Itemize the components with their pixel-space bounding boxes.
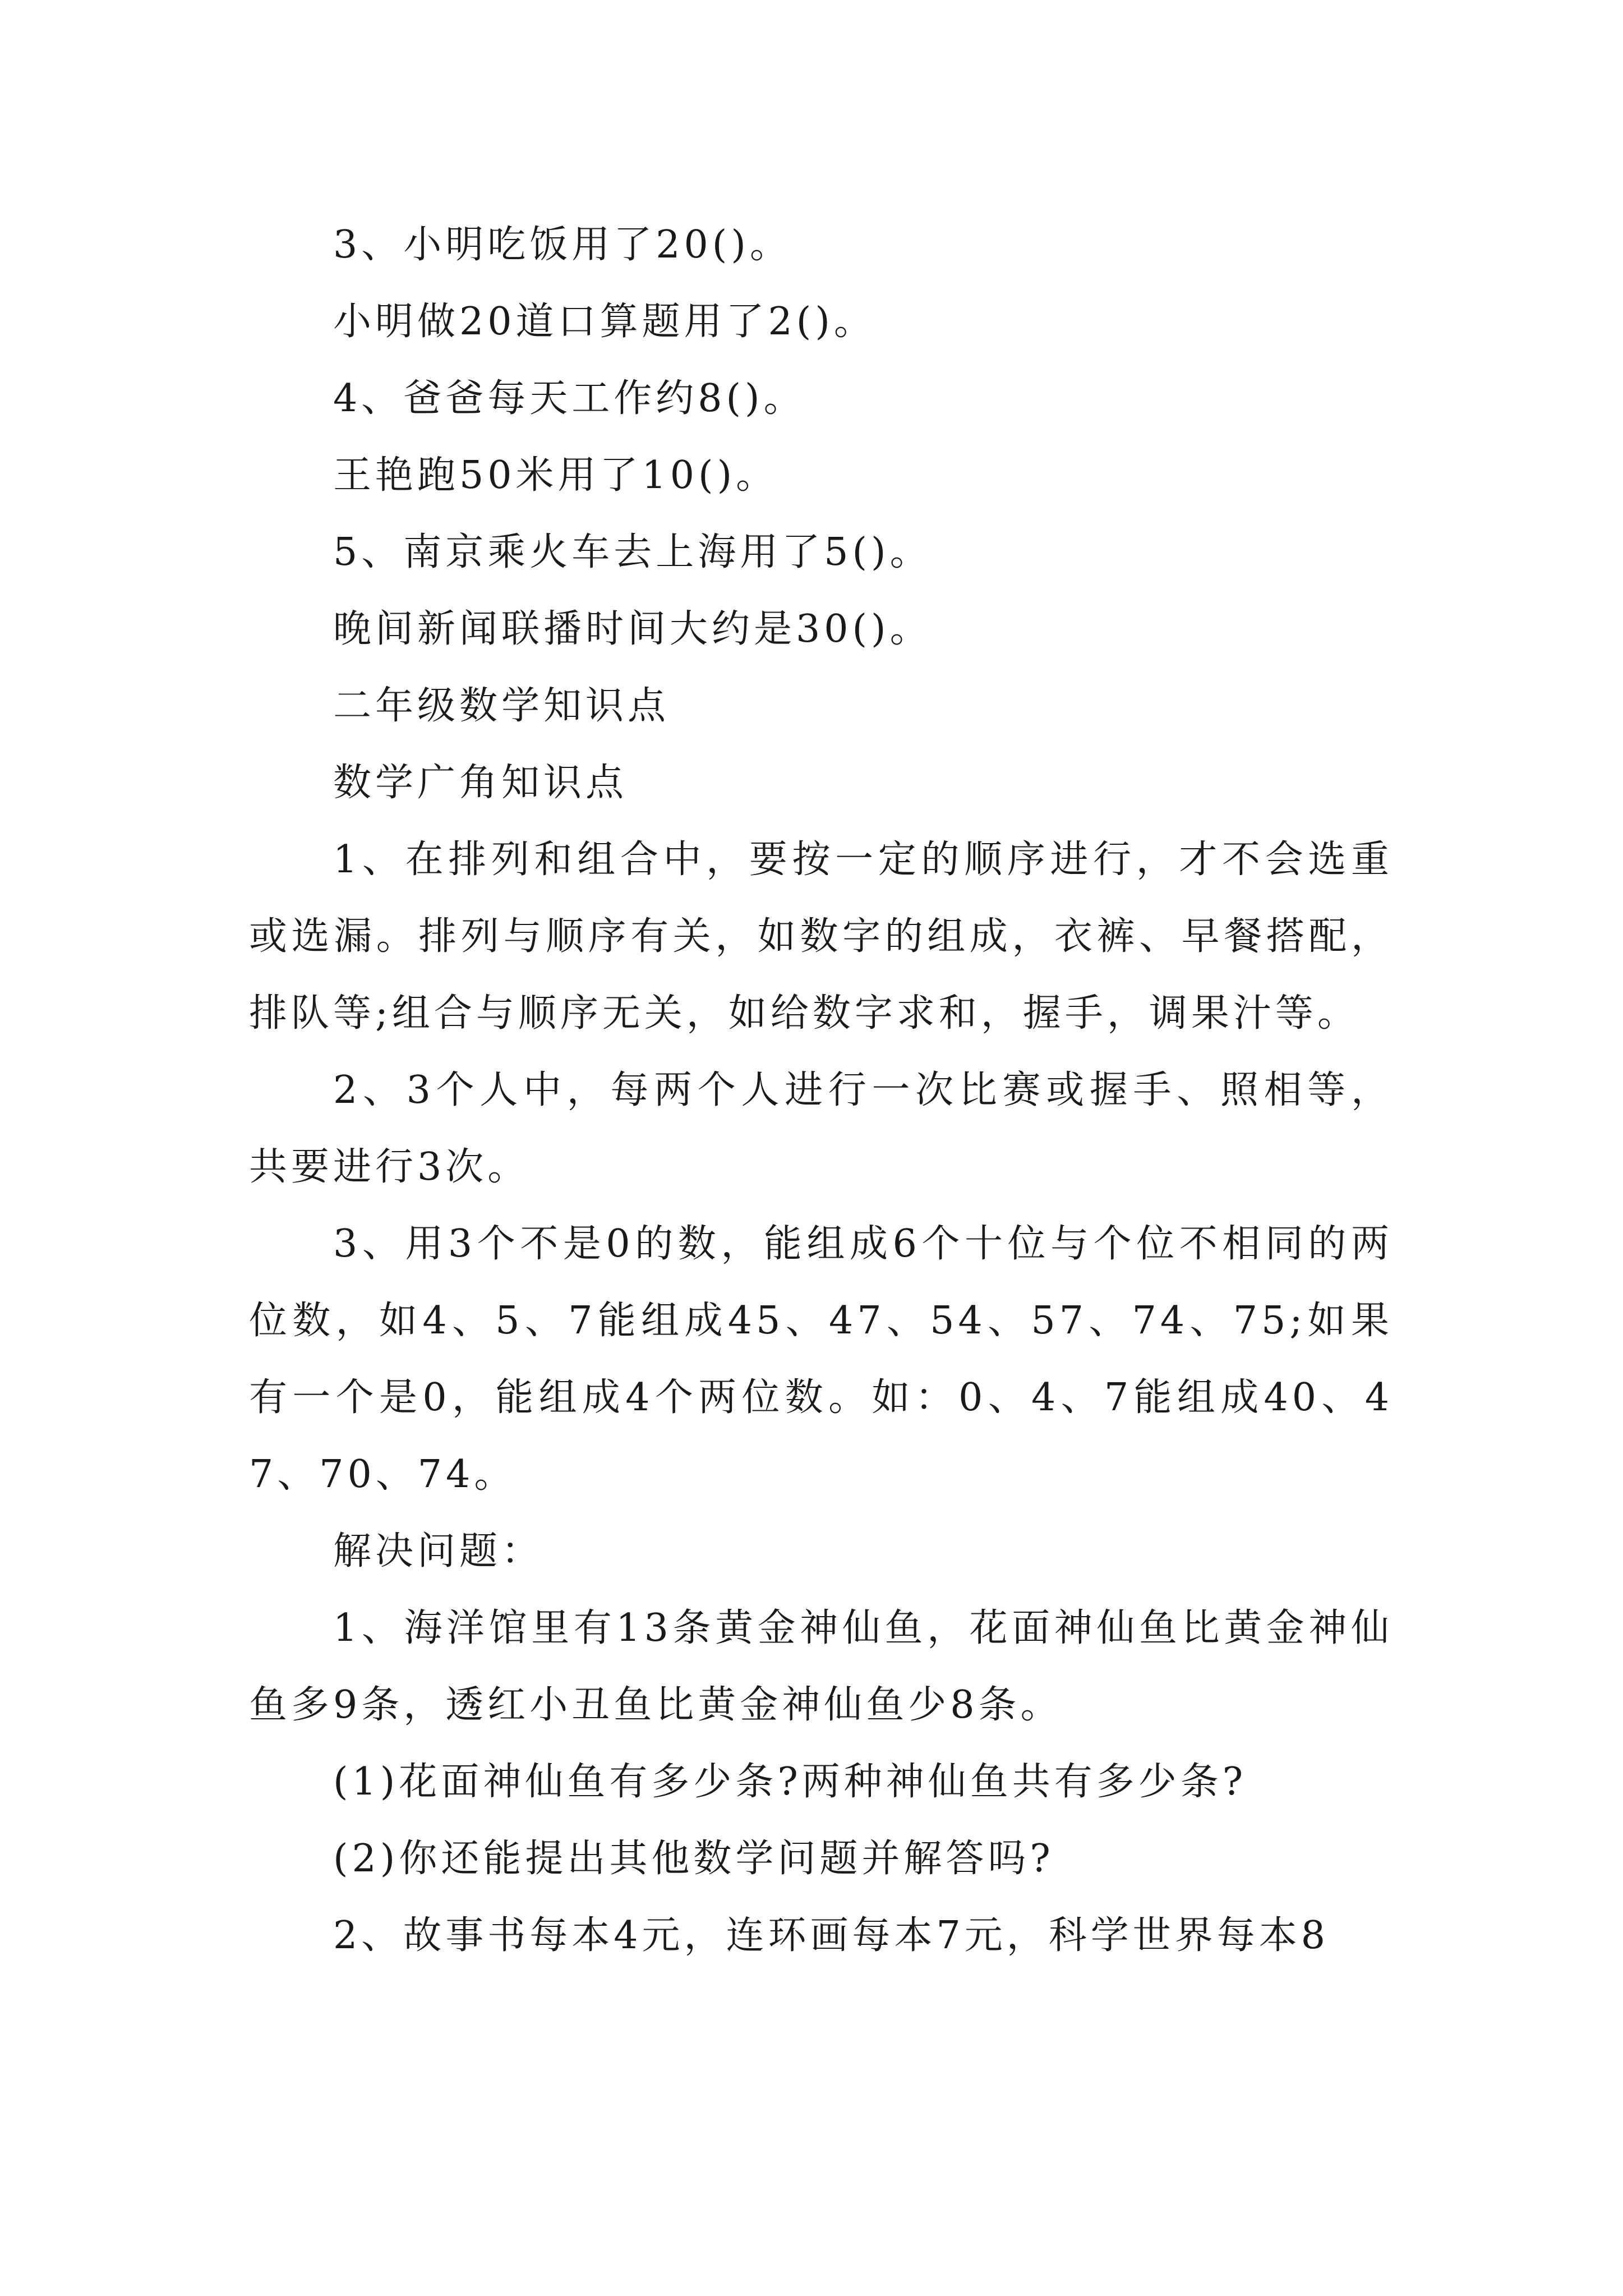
solve-heading: 解决问题： — [333, 1529, 544, 1573]
paragraph-handshake: 2、3个人中，每两个人进行一次比赛或握手、照相等，共要进行3次。 — [249, 1068, 1393, 1189]
text-line: 王艳跑50米用了10()。 — [333, 453, 778, 498]
document-body — [249, 206, 1393, 1974]
paragraph-permutation: 1、在排列和组合中，要按一定的顺序进行，才不会选重或选漏。排列与顺序有关，如数字的组成，衣裤、早餐搭配，排队等;组合与顺序无关，如给数字求和，握手，调果汁等。 — [249, 838, 1393, 1036]
question-line: (1)花面神仙鱼有多少条?两种神仙鱼共有多少条? — [333, 1760, 1247, 1804]
text-line: 3、小明吃饭用了20()。 — [333, 223, 792, 267]
paragraph-two-digit: 3、用3个不是0的数，能组成6个十位与个位不相同的两位数，如4、5、7能组成45、47、54、57、74、75;如果有一个是0，能组成4个两位数。如：0、4、7能组成40、47、70、74。 — [249, 1222, 1393, 1497]
text-line: 小明做20道口算题用了2()。 — [333, 300, 876, 344]
text-line: 5、南京乘火车去上海用了5()。 — [333, 530, 932, 574]
section-heading: 二年级数学知识点 — [333, 684, 670, 728]
text-line: 晚间新闻联播时间大约是30()。 — [333, 607, 932, 651]
text-line: 4、爸爸每天工作约8()。 — [333, 376, 806, 421]
problem-fish: 1、海洋馆里有13条黄金神仙鱼，花面神仙鱼比黄金神仙鱼多9条，透红小丑鱼比黄金神仙鱼少8条。 — [249, 1606, 1393, 1727]
problem-books: 2、故事书每本4元，连环画每本7元，科学世界每本8 — [333, 1913, 1330, 1958]
subsection-heading: 数学广角知识点 — [333, 761, 628, 805]
question-line: (2)你还能提出其他数学问题并解答吗? — [333, 1837, 1054, 1881]
